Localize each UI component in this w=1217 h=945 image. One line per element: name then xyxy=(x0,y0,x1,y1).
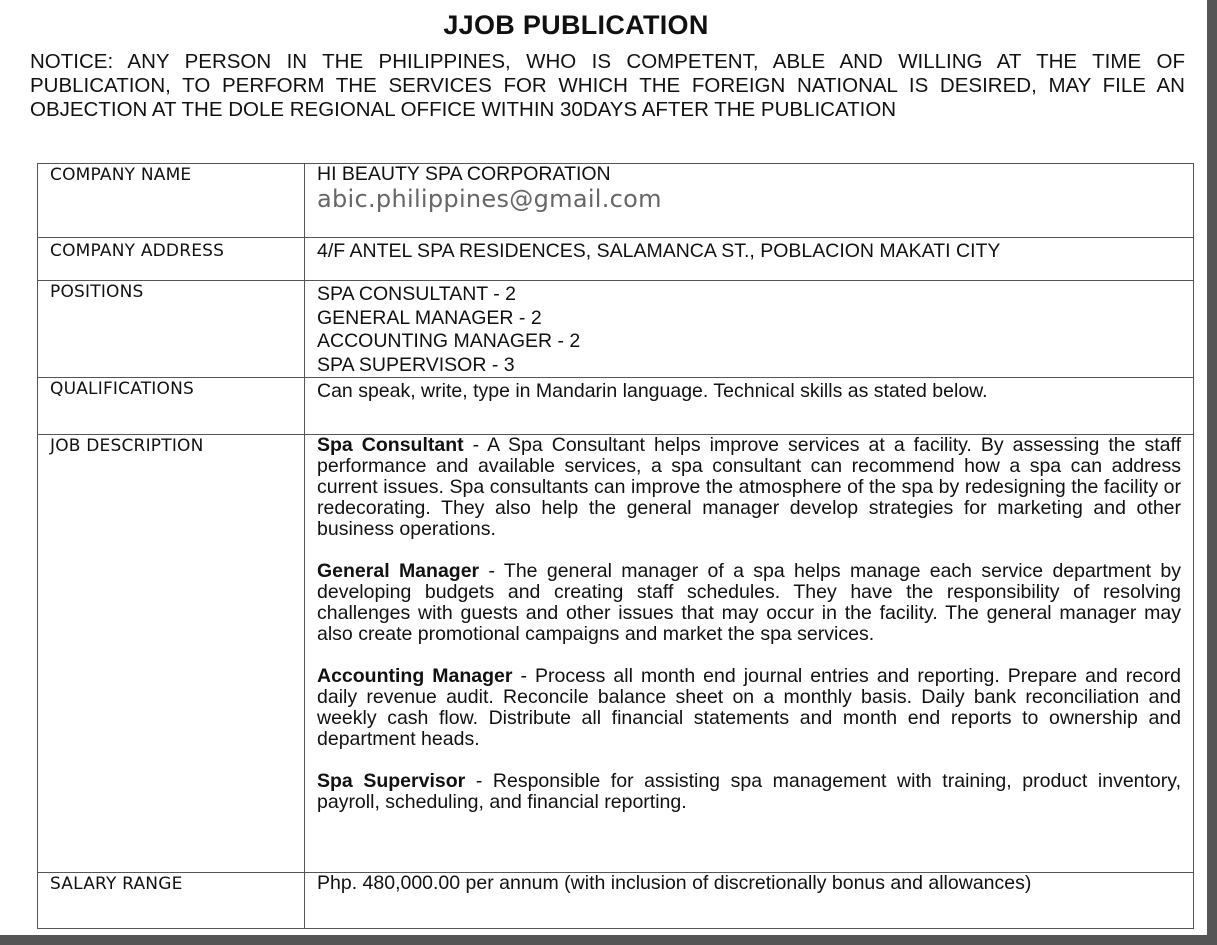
position-item: SPA SUPERVISOR - 3 xyxy=(317,353,515,376)
job-title: General Manager xyxy=(317,560,480,582)
job-description-item xyxy=(317,666,1181,750)
company-email: abic.philippines@gmail.com xyxy=(317,185,662,213)
job-text: - The general manager of a spa helps manage each service department by developing budgets and creating staff schedules. They have the responsibility of resolving challenges with guests and other issues that may occur in the facility. The general manager may also create promotional campaigns and market the spa services. xyxy=(317,560,1182,645)
company-name-value: HI BEAUTY SPA CORPORATION xyxy=(317,163,611,185)
position-item: SPA CONSULTANT - 2 xyxy=(317,283,517,305)
row-job-description xyxy=(38,435,1194,873)
notice-text: NOTICE: ANY PERSON IN THE PHILIPPINES, WHO IS COMPETENT, ABLE AND WILLING AT THE TIME OF PUBLICATION, TO PERFORM THE SERVICES FOR WHICH THE FOREIGN NATIONAL IS DESIRED, MAY FILE AN OBJECTION AT THE DOLE REGIONAL OFFICE WITHIN 30DAYS AFTER THE PUBLICATION xyxy=(30,50,1185,121)
job-details-table xyxy=(37,163,1194,929)
page-title: JJOB PUBLICATION xyxy=(443,10,709,40)
job-title: Spa Consultant xyxy=(317,434,464,456)
position-item: GENERAL MANAGER - 2 xyxy=(317,306,542,329)
row-positions xyxy=(38,281,1194,378)
qualifications-label: QUALIFICATIONS xyxy=(38,378,305,435)
company-address-value: 4/F ANTEL SPA RESIDENCES, SALAMANCA ST., POBLACION MAKATI CITY xyxy=(305,238,1194,281)
job-title: Spa Supervisor xyxy=(317,770,466,792)
row-qualifications xyxy=(38,378,1194,435)
salary-range-value: Php. 480,000.00 per annum (with inclusion of discretionally bonus and allowances) xyxy=(305,873,1194,929)
positions-list xyxy=(305,281,1194,378)
company-name-label: COMPANY NAME xyxy=(38,164,305,238)
job-text: - A Spa Consultant helps improve services at a facility. By assessing the staff performance and available services, a spa consultant can recommend how a spa can address current issues. Spa consultants can improve the atmosphere of the spa by redesigning the facility or redecorating. They also help the general manager develop strategies for marketing and other business operations. xyxy=(317,434,1181,540)
company-name-cell xyxy=(305,164,1194,238)
job-title: Accounting Manager xyxy=(317,665,513,687)
row-salary-range xyxy=(38,873,1194,929)
qualifications-value: Can speak, write, type in Mandarin language. Technical skills as stated below. xyxy=(305,378,1194,435)
job-description-item xyxy=(317,435,1181,540)
job-text: - Responsible for assisting spa management with training, product inventory, payroll, scheduling, and financial reporting. xyxy=(317,770,1181,813)
job-text: - Process all month end journal entries and reporting. Prepare and record daily revenue audit. Reconcile balance sheet on a monthly basis. Daily bank reconciliation and weekly cash flow. Distribute all financial statements and month end reports to ownership and department heads. xyxy=(317,665,1181,750)
row-company-address xyxy=(38,238,1194,281)
job-description-item xyxy=(317,561,1181,645)
job-description-label: JOB DESCRIPTION xyxy=(38,435,305,873)
row-company-name xyxy=(38,164,1194,238)
position-item: ACCOUNTING MANAGER - 2 xyxy=(317,330,581,352)
salary-range-label: SALARY RANGE xyxy=(38,873,305,929)
company-address-label: COMPANY ADDRESS xyxy=(38,238,305,281)
job-description-cell xyxy=(305,435,1194,873)
positions-label: POSITIONS xyxy=(38,281,305,378)
job-description-item xyxy=(317,771,1181,813)
